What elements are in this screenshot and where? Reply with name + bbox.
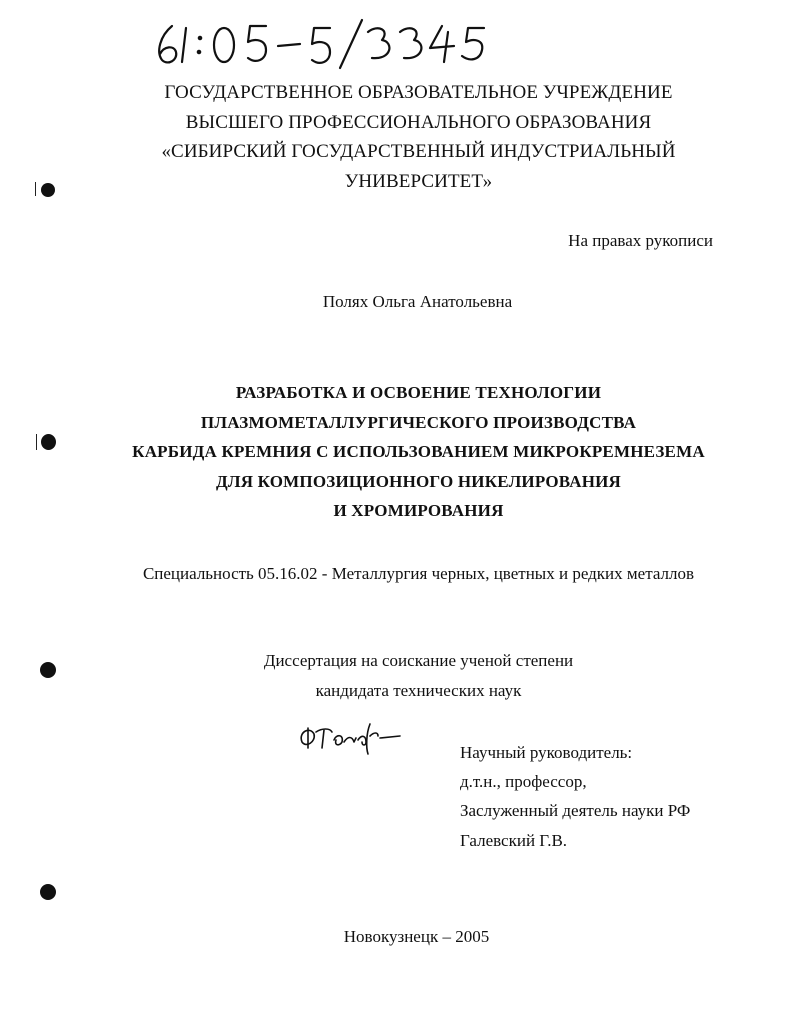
punch-hole-mark — [40, 662, 56, 678]
supervisor-label: Научный руководитель: — [460, 743, 633, 762]
supervisor-honor: Заслуженный деятель науки РФ — [460, 801, 691, 820]
handwritten-archive-number — [150, 12, 490, 72]
title-line-1: РАЗРАБОТКА И ОСВОЕНИЕ ТЕХНОЛОГИИ — [235, 383, 602, 402]
organization-line-1: ГОСУДАРСТВЕННОЕ ОБРАЗОВАТЕЛЬНОЕ УЧРЕЖДЕНИЕ — [164, 82, 673, 103]
specialty: Специальность 05.16.02 - Металлургия черных, цветных и редких металлов — [142, 564, 695, 583]
dissertation-line-2: кандидата технических наук — [315, 681, 522, 700]
title-line-2: ПЛАЗМОМЕТАЛЛУРГИЧЕСКОГО ПРОИЗВОДСТВА — [200, 413, 637, 432]
author-name: Полях Ольга Анатольевна — [322, 292, 513, 311]
organization-line-3: «СИБИРСКИЙ ГОСУДАРСТВЕННЫЙ ИНДУСТРИАЛЬНЫЙ — [161, 141, 676, 162]
title-line-5: И ХРОМИРОВАНИЯ — [333, 501, 504, 520]
organization-line-2: ВЫСШЕГО ПРОФЕССИОНАЛЬНОГО ОБРАЗОВАНИЯ — [185, 112, 652, 133]
dissertation-line-1: Диссертация на соискание ученой степени — [263, 651, 574, 670]
title-line-4: ДЛЯ КОМПОЗИЦИОННОГО НИКЕЛИРОВАНИЯ — [215, 472, 622, 491]
punch-hole-mark — [41, 434, 56, 450]
supervisor-name: Галевский Г.В. — [460, 831, 568, 850]
punch-hole-mark — [41, 183, 55, 197]
scan-mark — [36, 434, 37, 450]
rights-note: На правах рукописи — [568, 231, 713, 250]
scan-mark — [35, 182, 36, 196]
author-signature — [296, 718, 406, 758]
supervisor-degree: д.т.н., профессор, — [460, 772, 587, 791]
organization-line-4: УНИВЕРСИТЕТ» — [344, 171, 493, 192]
title-line-3: КАРБИДА КРЕМНИЯ С ИСПОЛЬЗОВАНИЕМ МИКРОКРЕМНЕЗЕМА — [132, 442, 705, 461]
punch-hole-mark — [40, 884, 56, 900]
city-year: Новокузнецк – 2005 — [343, 927, 490, 946]
